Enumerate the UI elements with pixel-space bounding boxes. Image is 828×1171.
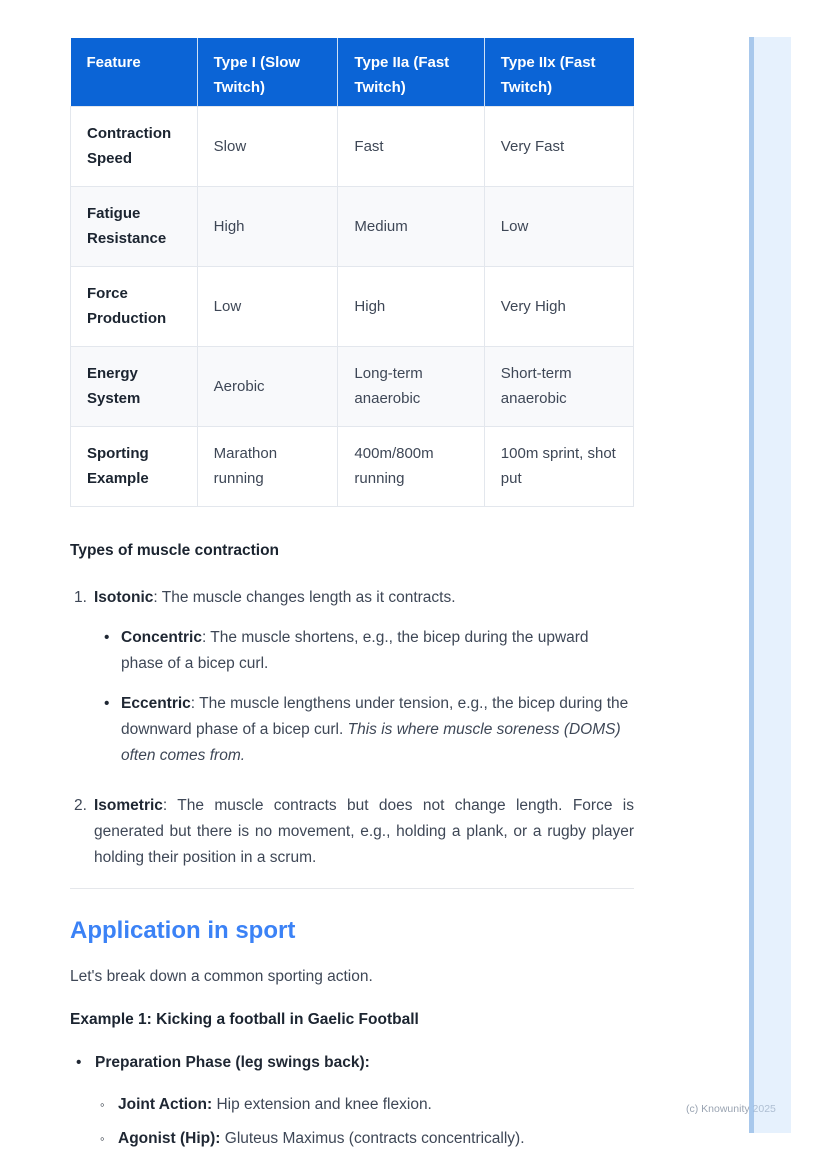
sub-bullet-list — [70, 625, 634, 769]
list-number: 1. — [74, 588, 87, 606]
term-definition: : The muscle shortens, e.g., the bicep during the upward phase of a bicep curl. — [121, 628, 589, 672]
table-row — [71, 426, 634, 506]
bullet-circle: ◦ — [100, 1130, 105, 1146]
table-header-row — [71, 38, 634, 106]
phase-detail-list — [70, 1092, 634, 1152]
table-header-type2a: Type IIa (Fast Twitch) — [338, 38, 484, 106]
detail-value: Hip extension and knee flexion. — [212, 1095, 432, 1113]
phase-bullet-list — [70, 1050, 634, 1152]
term-concentric: Concentric — [121, 628, 202, 646]
italic-note: This is where muscle soreness (DOMS) often comes from. — [121, 720, 621, 764]
ordered-list-item-isometric — [70, 793, 634, 871]
table-row — [71, 266, 634, 346]
phase-label: Preparation Phase (leg swings back): — [95, 1053, 370, 1071]
table-cell: Very Fast — [484, 106, 633, 186]
table-cell: Fast — [338, 106, 484, 186]
table-header-type1: Type I (Slow Twitch) — [197, 38, 338, 106]
muscle-fiber-comparison-table — [70, 38, 634, 507]
detail-value: Gluteus Maximus (contracts concentrically). — [220, 1129, 525, 1147]
term-isometric: Isometric — [94, 796, 163, 814]
section-divider — [70, 888, 634, 889]
term-definition: : The muscle contracts but does not change length. Force is generated but there is no movement, e.g., holding a plank, or a rugby player holding their position in a scrum. — [94, 796, 634, 866]
detail-label: Joint Action: — [118, 1095, 213, 1113]
list-item-text — [121, 625, 634, 677]
table-cell: 100m sprint, shot put — [484, 426, 633, 506]
bullet-circle: ◦ — [100, 1096, 105, 1112]
bullet-item-joint-action — [70, 1092, 634, 1118]
table-cell: High — [197, 186, 338, 266]
term-definition: : The muscle changes length as it contracts. — [153, 588, 456, 606]
heading-application-in-sport: Application in sport — [70, 916, 296, 944]
list-number: 2. — [74, 796, 87, 814]
bullet-dot: • — [104, 694, 110, 712]
list-item-text — [118, 1092, 432, 1118]
term-definition: : The muscle lengthens under tension, e.g., the bicep during the downward phase of a bicep curl. — [121, 694, 629, 738]
row-feature-label: Contraction Speed — [71, 106, 198, 186]
list-item-text — [94, 793, 634, 871]
detail-label: Agonist (Hip): — [118, 1129, 221, 1147]
row-feature-label: Fatigue Resistance — [71, 186, 198, 266]
intro-paragraph: Let's break down a common sporting action. — [70, 967, 373, 985]
section-title-muscle-contraction: Types of muscle contraction — [70, 541, 280, 559]
list-item-text — [95, 1050, 370, 1076]
row-feature-label: Energy System — [71, 346, 198, 426]
bullet-item-concentric — [70, 625, 634, 677]
bullet-item-eccentric — [70, 691, 634, 769]
example-title: Example 1: Kicking a football in Gaelic Football — [70, 1010, 419, 1028]
row-feature-label: Force Production — [71, 266, 198, 346]
row-feature-label: Sporting Example — [71, 426, 198, 506]
table-cell: High — [338, 266, 484, 346]
table-cell: Marathon running — [197, 426, 338, 506]
list-item-text — [121, 691, 634, 769]
knowunity-watermark: (c) Knowunity 2025 — [686, 1103, 776, 1115]
table-row — [71, 346, 634, 426]
list-item-text — [118, 1126, 525, 1152]
table-header-feature: Feature — [71, 38, 198, 106]
table-cell: Aerobic — [197, 346, 338, 426]
table-row — [71, 186, 634, 266]
list-item-text — [94, 585, 634, 611]
ordered-list-item-isotonic — [70, 585, 634, 611]
bullet-dot: • — [104, 628, 110, 646]
table-cell: Slow — [197, 106, 338, 186]
bullet-dot: • — [76, 1053, 82, 1071]
document-content — [70, 38, 634, 1152]
term-isotonic: Isotonic — [94, 588, 154, 606]
table-cell: Medium — [338, 186, 484, 266]
right-highlight-bar — [749, 37, 791, 1133]
bullet-item-preparation-phase — [70, 1050, 634, 1076]
bullet-item-agonist-hip — [70, 1126, 634, 1152]
table-cell: Low — [197, 266, 338, 346]
table-cell: Very High — [484, 266, 633, 346]
table-cell: Low — [484, 186, 633, 266]
table-cell: Short-term anaerobic — [484, 346, 633, 426]
table-cell: 400m/800m running — [338, 426, 484, 506]
table-row — [71, 106, 634, 186]
table-cell: Long-term anaerobic — [338, 346, 484, 426]
term-eccentric: Eccentric — [121, 694, 191, 712]
table-header-type2x: Type IIx (Fast Twitch) — [484, 38, 633, 106]
